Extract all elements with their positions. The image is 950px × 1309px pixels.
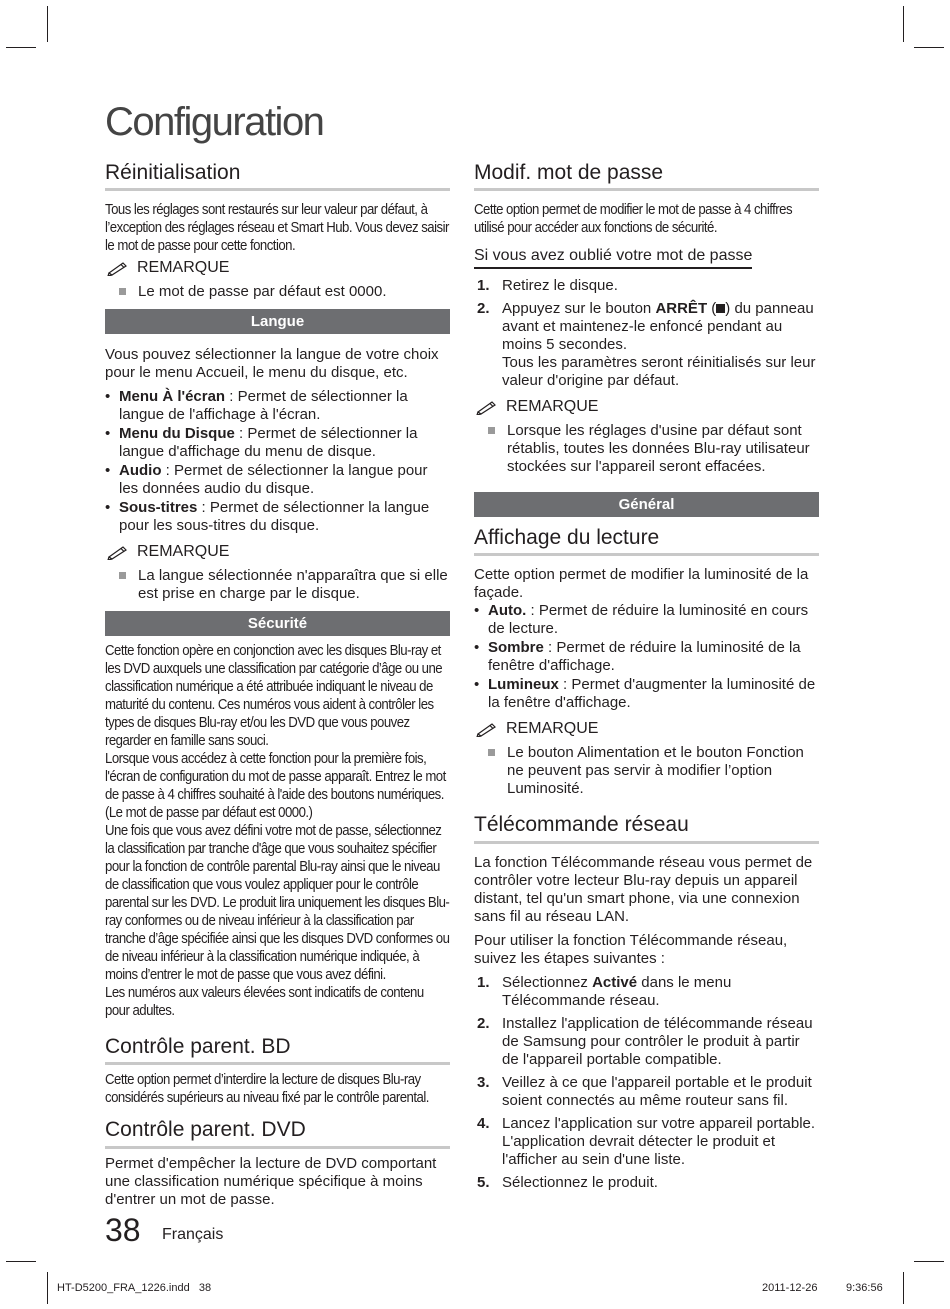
remark-text: La langue sélectionnée n'apparaîtra que si elle est prise en charge par le disque. [138,567,448,603]
subheading-forgot-password: Si vous avez oublié votre mot de passe [474,247,752,269]
list-item: • Menu À l'écran : Permet de sélectionner la langue de l'affichage à l'écran. [105,388,450,424]
securite-text-4: Les numéros aux valeurs élevées sont indicatifs de contenu pour adultes. [105,984,424,1020]
step-item: 5. Sélectionnez le produit. [477,1173,658,1191]
crop-mark [6,1261,36,1262]
crop-mark [47,6,48,42]
list-item: • Sombre : Permet de réduire la luminosité de la fenêtre d'affichage. [474,639,819,675]
stop-square-icon [716,304,725,313]
section-bar-securite: Sécurité [105,611,450,636]
step-item: 4. Lancez l'application sur votre appareil portable. L'application devrait détecter le produit et l'afficher au sein d'une liste. [477,1114,816,1168]
remark-label: REMARQUE [506,398,599,416]
left-column [105,160,450,1209]
remark-text: Lorsque les réglages d'usine par défaut sont rétablis, toutes les données Blu-ray utilisateur stockées sur l'appareil seront effacées. [507,422,810,476]
remark-item [105,567,450,603]
affichage-intro: Cette option permet de modifier la luminosité de la façade. [474,566,809,602]
section-heading-affichage: Affichage du lecture [474,525,819,556]
footer-time: 9:36:56 [846,1282,883,1294]
pencil-note-icon [107,260,131,276]
square-bullet-icon [119,572,126,579]
pencil-note-icon [476,399,500,415]
securite-text-1: Cette fonction opère en conjonction avec les disques Blu-ray et les DVD auxquels une classification par catégorie d’âge ou une classification numérique a été attribuée indiquant le niveau de maturité du contenu. Ces numéros vous aident à contrôler les types de disques Blu-ray et/ou les DVD que vous pouvez regarder en famille sans souci. [105,642,443,750]
securite-text-2: Lorsque vous accédez à cette fonction pour la première fois, l'écran de configuration du mot de passe apparaît. Entrez le mot de passe à 4 chiffres souhaité à l'aide des boutons numériques. (Le mot de passe par défaut est 0000.) [105,750,446,822]
section-heading-modif-mot-de-passe: Modif. mot de passe [474,160,819,191]
securite-text-3: Une fois que vous avez défini votre mot de passe, sélectionnez la classification par tranche d'âge que vous souhaitez spécifier pour la fonction de contrôle parental Blu-ray ainsi que le niveau de classification que vous voulez appliquer pour le contrôle parental sur les DVD. Le produit lira uniquement les disques Blu-ray conformes ou de niveau inférieur à la classification par tranche d’âge spécifiée ainsi que les disques DVD conformes ou de niveau inférieur à la classification numérique indiquée, à moins d’entrer le mot de passe que vous avez défini. [105,822,450,984]
square-bullet-icon [119,288,126,295]
page-number: 38 [105,1212,141,1248]
remark-heading [107,259,450,277]
pencil-note-icon [107,544,131,560]
step-item: 1. Retirez le disque. [477,277,618,295]
forgot-password-steps [474,277,819,390]
modif-text: Cette option permet de modifier le mot de passe à 4 chiffres utilisé pour accéder aux fonctions de sécurité. [474,201,793,237]
section-bar-langue: Langue [105,309,450,334]
remark-item [474,422,819,476]
step-item: 1. Sélectionnez Activé dans le menu Télécommande réseau. [477,973,732,1009]
remark-heading [476,398,819,416]
step-item: 3. Veillez à ce que l'appareil portable et le produit soient connectés au même routeur sans fil. [477,1073,812,1109]
list-item: • Auto. : Permet de réduire la luminosité en cours de lecture. [474,602,819,638]
section-heading-controle-dvd: Contrôle parent. DVD [105,1117,450,1148]
crop-mark [6,47,36,48]
remark-heading [107,543,450,561]
list-item: • Sous-titres : Permet de sélectionner la langue pour les sous-titres du disque. [105,499,450,535]
remark-heading [476,720,819,738]
remark-item [105,283,450,301]
list-item: • Lumineux : Permet d'augmenter la luminosité de la fenêtre d'affichage. [474,676,819,712]
step-item: 2. Appuyez sur le bouton ARRÊT ( ) du panneau avant et maintenez-le enfoncé pendant au moins 5 secondes. Tous les paramètres seront réinitialisés sur leur valeur d'origine par défaut. [477,300,816,390]
list-item: • Audio : Permet de sélectionner la langue pour les données audio du disque. [105,462,450,498]
section-bar-general: Général [474,492,819,517]
crop-mark [903,1272,904,1304]
telecommande-text-1: La fonction Télécommande réseau vous permet de contrôler votre lecteur Blu-ray depuis un appareil distant, tel qu'un smart phone, via une connexion sans fil au réseau LAN. [474,853,813,925]
section-heading-controle-bd: Contrôle parent. BD [105,1034,450,1065]
crop-mark [903,6,904,42]
langue-list [105,388,450,535]
list-item: • Menu du Disque : Permet de sélectionner la langue d'affichage du menu de disque. [105,425,450,461]
page-title: Configuration [105,100,324,144]
controle-dvd-text: Permet d'empêcher la lecture de DVD comportant une classification numérique spécifique à moins d'entrer un mot de passe. [105,1154,437,1208]
crop-mark [914,1261,944,1262]
telecommande-steps [474,974,819,1192]
section-heading-telecommande: Télécommande réseau [474,812,819,843]
section-heading-reinitialisation: Réinitialisation [105,160,450,191]
remark-label: REMARQUE [137,259,230,277]
page-language: Français [162,1226,224,1243]
langue-intro: Vous pouvez sélectionner la langue de votre choix pour le menu Accueil, le menu du disque, etc. [105,346,439,382]
pencil-note-icon [476,721,500,737]
crop-mark [47,1272,48,1304]
right-column [474,160,819,1200]
crop-mark [914,47,944,48]
footer-date: 2011-12-26 [762,1282,818,1294]
remark-label: REMARQUE [137,543,230,561]
remark-item [474,744,819,798]
remark-text: Le mot de passe par défaut est 0000. [138,283,387,301]
footer-filename: HT-D5200_FRA_1226.indd 38 [57,1282,212,1294]
controle-bd-text: Cette option permet d’interdire la lecture de disques Blu-ray considérés supérieurs au niveau fixé par le contrôle parental. [105,1071,429,1107]
reinitialisation-text: Tous les réglages sont restaurés sur leur valeur par défaut, à l’exception des réglages réseau et Smart Hub. Vous devez saisir le mot de passe pour cette fonction. [105,201,449,255]
step-item: 2. Installez l'application de télécommande réseau de Samsung pour contrôler le produit à partir de l'appareil portable compatible. [477,1014,813,1068]
square-bullet-icon [488,749,495,756]
telecommande-text-2: Pour utiliser la fonction Télécommande réseau, suivez les étapes suivantes : [474,931,788,967]
remark-label: REMARQUE [506,720,599,738]
remark-text: Le bouton Alimentation et le bouton Fonction ne peuvent pas servir à modifier l’option Luminosité. [507,744,804,798]
affichage-list [474,602,819,712]
square-bullet-icon [488,427,495,434]
